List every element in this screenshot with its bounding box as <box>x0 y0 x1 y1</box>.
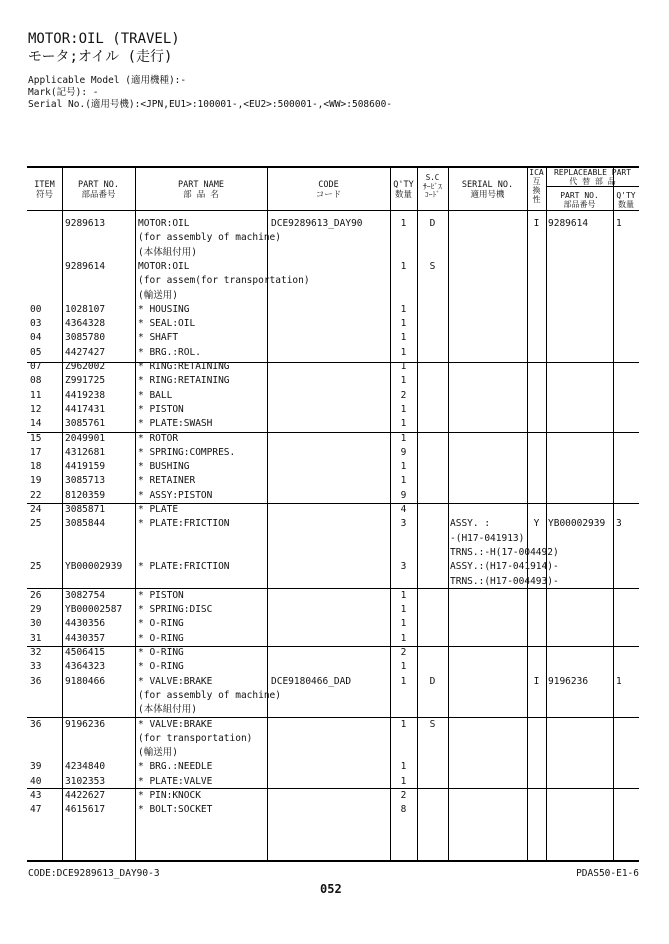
cell-part-name: * ASSY:PISTON <box>138 489 213 501</box>
cell-qty: 1 <box>400 346 407 358</box>
cell-part-name: * RING:RETAINING <box>138 375 230 387</box>
cell-part-no: 3085761 <box>65 418 106 430</box>
cell-serial: ASSY. : <box>450 518 491 530</box>
cell-item: 00 <box>30 303 42 315</box>
col-rule <box>135 166 136 862</box>
cell-item: 15 <box>30 432 42 444</box>
cell-qty: 1 <box>400 303 407 315</box>
cell-item: 31 <box>30 632 42 644</box>
group-rule <box>27 588 639 589</box>
group-rule <box>27 432 639 433</box>
cell-part-no: 4419159 <box>65 461 106 473</box>
page-number: 052 <box>320 882 342 896</box>
cell-service-code: D <box>429 218 436 229</box>
cell-part-no: 3102353 <box>65 775 106 787</box>
cell-qty: 1 <box>400 632 407 644</box>
cell-part-name: * O-RING <box>138 661 184 673</box>
cell-rep-qty: 1 <box>616 675 622 687</box>
cell-part-name: * ROTOR <box>138 432 179 444</box>
cell-qty: 1 <box>400 403 407 415</box>
group-rule <box>27 362 639 363</box>
cell-part-name: * BOLT:SOCKET <box>138 804 213 816</box>
cell-part-no: 4506415 <box>65 647 106 658</box>
header-rep-part-no: PART NO. 部品番号 <box>560 191 599 210</box>
cell-item: 40 <box>30 775 42 787</box>
cell-part-name: * PIN:KNOCK <box>138 790 201 801</box>
cell-part-no: 4430357 <box>65 632 106 644</box>
header-rep-qty: Q'TY 数量 <box>616 191 636 210</box>
cell-part-name: * HOUSING <box>138 303 190 315</box>
serial-no: Serial No.(適用号機):<JPN,EU1>:100001-,<EU2>:500001-,<WW>:508600- <box>28 99 393 110</box>
cell-qty: 9 <box>400 489 407 501</box>
cell-item: 47 <box>30 804 42 816</box>
header-item: ITEM 符号 <box>34 180 55 200</box>
cell-item: 22 <box>30 489 42 501</box>
cell-part-no: 3085871 <box>65 504 106 515</box>
header-qty: Q'TY 数量 <box>393 180 414 200</box>
applicable-model: Applicable Model (適用機種):- <box>28 75 187 86</box>
cell-part-name: (for assembly of machine) <box>138 232 281 244</box>
cell-service-code: S <box>429 260 436 272</box>
cell-item: 14 <box>30 418 42 430</box>
cell-item: 08 <box>30 375 42 387</box>
cell-part-name: (for assembly of machine) <box>138 689 281 701</box>
cell-qty: 1 <box>400 675 407 687</box>
header-replaceable: REPLACEABLE PART 代 替 部 品 <box>553 168 632 187</box>
cell-qty: 2 <box>400 790 407 801</box>
cell-item: 05 <box>30 346 42 358</box>
cell-qty: 1 <box>400 589 407 601</box>
col-rule <box>527 166 528 862</box>
cell-part-no: 4417431 <box>65 403 106 415</box>
cell-part-no: 3082754 <box>65 589 106 601</box>
cell-item: 33 <box>30 661 42 673</box>
cell-part-no: 4427427 <box>65 346 106 358</box>
header-code: CODE コード <box>315 180 342 200</box>
cell-part-no: 4615617 <box>65 804 106 816</box>
cell-qty: 2 <box>400 647 407 658</box>
cell-part-no: 3085713 <box>65 475 106 487</box>
cell-part-no: 3085780 <box>65 332 106 344</box>
cell-part-no: 4364328 <box>65 318 106 330</box>
cell-part-no: 9289614 <box>65 260 106 272</box>
cell-part-name: * PLATE:FRICTION <box>138 561 230 573</box>
cell-item: 26 <box>30 589 42 601</box>
cell-part-name: * O-RING <box>138 632 184 644</box>
table-bottom-rule <box>27 860 639 862</box>
cell-qty: 9 <box>400 446 407 458</box>
cell-part-name: * PISTON <box>138 589 184 601</box>
cell-serial: ASSY.:(H17-041914)- <box>450 561 559 573</box>
cell-qty: 4 <box>400 504 407 515</box>
cell-item: 30 <box>30 618 42 630</box>
cell-part-name: (輸送用) <box>138 747 178 759</box>
cell-part-no: 4364323 <box>65 661 106 673</box>
cell-serial: TRNS.:(H17-004493)- <box>450 575 559 587</box>
cell-part-name: (本体組付用) <box>138 246 197 258</box>
cell-qty: 1 <box>400 432 407 444</box>
cell-part-name: * VALVE:BRAKE <box>138 718 213 730</box>
cell-item: 25 <box>30 518 42 530</box>
cell-item: 19 <box>30 475 42 487</box>
cell-qty: 1 <box>400 761 407 773</box>
cell-part-name: * SEAL:OIL <box>138 318 196 330</box>
cell-qty: 1 <box>400 418 407 430</box>
header-ica: ICA 互 換 性 <box>529 168 544 204</box>
col-rule <box>448 166 449 862</box>
cell-part-no: 4312681 <box>65 446 106 458</box>
cell-qty: 8 <box>400 804 407 816</box>
cell-service-code: D <box>429 675 436 687</box>
cell-qty: 1 <box>400 375 407 387</box>
cell-qty: 2 <box>400 389 407 401</box>
cell-part-no: 1028107 <box>65 303 106 315</box>
cell-qty: 3 <box>400 518 407 530</box>
cell-part-name: * RETAINER <box>138 475 196 487</box>
col-rule <box>546 166 547 862</box>
cell-qty: 1 <box>400 604 407 616</box>
cell-part-no: 9180466 <box>65 675 106 687</box>
cell-rep-qty: 1 <box>616 218 622 229</box>
cell-part-name: (for assem(for transportation) <box>138 275 310 287</box>
cell-part-name: (本体組付用) <box>138 704 197 716</box>
cell-qty: 1 <box>400 332 407 344</box>
cell-item: 39 <box>30 761 42 773</box>
cell-rep-qty: 3 <box>616 518 622 530</box>
cell-part-name: * SHAFT <box>138 332 179 344</box>
parts-table <box>27 166 639 862</box>
footer-code: CODE:DCE9289613_DAY90-3 <box>28 868 160 879</box>
cell-part-name: * SPRING:COMPRES. <box>138 446 236 458</box>
cell-part-name: (輸送用) <box>138 289 178 301</box>
cell-part-no: 2049901 <box>65 432 106 444</box>
cell-part-name: (for transportation) <box>138 732 253 744</box>
cell-serial: -(H17-041913) <box>450 532 525 544</box>
cell-qty: 1 <box>400 218 407 229</box>
cell-qty: 1 <box>400 775 407 787</box>
col-rule <box>613 166 614 862</box>
cell-part-no: 9196236 <box>65 718 106 730</box>
cell-ica: Y <box>533 518 540 530</box>
cell-item: 07 <box>30 361 42 372</box>
cell-item: 12 <box>30 403 42 415</box>
cell-part-name: MOTOR:OIL <box>138 260 190 272</box>
cell-code: DCE9180466_DAD <box>271 675 352 687</box>
cell-part-no: YB00002587 <box>65 604 123 616</box>
title-english: MOTOR:OIL (TRAVEL) <box>28 31 180 47</box>
col-rule <box>62 166 63 862</box>
mark: Mark(記号): - <box>28 87 99 98</box>
cell-part-name: * PISTON <box>138 403 184 415</box>
cell-part-no: 3085844 <box>65 518 106 530</box>
cell-part-no: 4422627 <box>65 790 106 801</box>
cell-item: 36 <box>30 718 42 730</box>
cell-qty: 1 <box>400 361 407 372</box>
cell-item: 04 <box>30 332 42 344</box>
cell-ica: I <box>533 218 540 229</box>
cell-qty: 1 <box>400 461 407 473</box>
cell-item: 29 <box>30 604 42 616</box>
cell-qty: 1 <box>400 718 407 730</box>
cell-item: 43 <box>30 790 42 801</box>
cell-code: DCE9289613_DAY90 <box>271 218 363 229</box>
cell-part-no: 4419238 <box>65 389 106 401</box>
cell-part-name: * VALVE:BRAKE <box>138 675 213 687</box>
cell-part-no: Z962002 <box>65 361 106 372</box>
cell-part-name: * O-RING <box>138 647 184 658</box>
group-rule <box>27 646 639 647</box>
title-japanese: モータ;オイル (走行) <box>28 49 173 65</box>
cell-rep-part-no: 9196236 <box>548 675 589 687</box>
cell-part-name: * PLATE:SWASH <box>138 418 213 430</box>
cell-part-name: * BRG.:NEEDLE <box>138 761 213 773</box>
cell-part-no: Z991725 <box>65 375 106 387</box>
cell-item: 03 <box>30 318 42 330</box>
cell-service-code: S <box>429 718 436 730</box>
cell-ica: I <box>533 675 540 687</box>
group-rule <box>27 788 639 789</box>
cell-part-no: 4430356 <box>65 618 106 630</box>
header-service-code: S.C ｻｰﾋﾞｽ ｺｰﾄﾞ <box>423 173 442 200</box>
cell-item: 25 <box>30 561 42 573</box>
group-rule <box>27 717 639 718</box>
cell-item: 32 <box>30 647 42 658</box>
cell-part-name: * BUSHING <box>138 461 190 473</box>
cell-item: 24 <box>30 504 42 515</box>
cell-item: 36 <box>30 675 42 687</box>
cell-item: 11 <box>30 389 42 401</box>
cell-serial: TRNS.:-H(17-004492) <box>450 546 559 558</box>
cell-part-no: 9289613 <box>65 218 106 229</box>
cell-qty: 1 <box>400 260 407 272</box>
cell-qty: 1 <box>400 661 407 673</box>
footer-doc-id: PDAS50-E1-6 <box>576 868 639 879</box>
cell-rep-part-no: YB00002939 <box>548 518 606 530</box>
cell-part-name: * SPRING:DISC <box>138 604 213 616</box>
cell-part-name: * RING:RETAINING <box>138 361 230 372</box>
cell-part-name: * O-RING <box>138 618 184 630</box>
cell-item: 17 <box>30 446 42 458</box>
header-serial: SERIAL NO. 適用号機 <box>461 180 514 200</box>
header-part-name: PART NAME 部 品 名 <box>177 180 225 200</box>
col-rule <box>267 166 268 862</box>
cell-qty: 1 <box>400 475 407 487</box>
header-part-no: PART NO. 部品番号 <box>78 180 119 200</box>
cell-part-name: MOTOR:OIL <box>138 218 190 229</box>
cell-qty: 1 <box>400 318 407 330</box>
group-rule <box>27 503 639 504</box>
cell-part-no: 4234840 <box>65 761 106 773</box>
cell-part-name: * PLATE <box>138 504 179 515</box>
cell-part-name: * PLATE:VALVE <box>138 775 213 787</box>
header-bottom-rule <box>27 210 639 211</box>
cell-part-name: * BRG.:ROL. <box>138 346 201 358</box>
cell-qty: 3 <box>400 561 407 573</box>
cell-qty: 1 <box>400 618 407 630</box>
cell-part-no: YB00002939 <box>65 561 123 573</box>
cell-item: 18 <box>30 461 42 473</box>
cell-part-name: * PLATE:FRICTION <box>138 518 230 530</box>
cell-part-no: 8120359 <box>65 489 106 501</box>
cell-rep-part-no: 9289614 <box>548 218 589 229</box>
cell-part-name: * BALL <box>138 389 173 401</box>
